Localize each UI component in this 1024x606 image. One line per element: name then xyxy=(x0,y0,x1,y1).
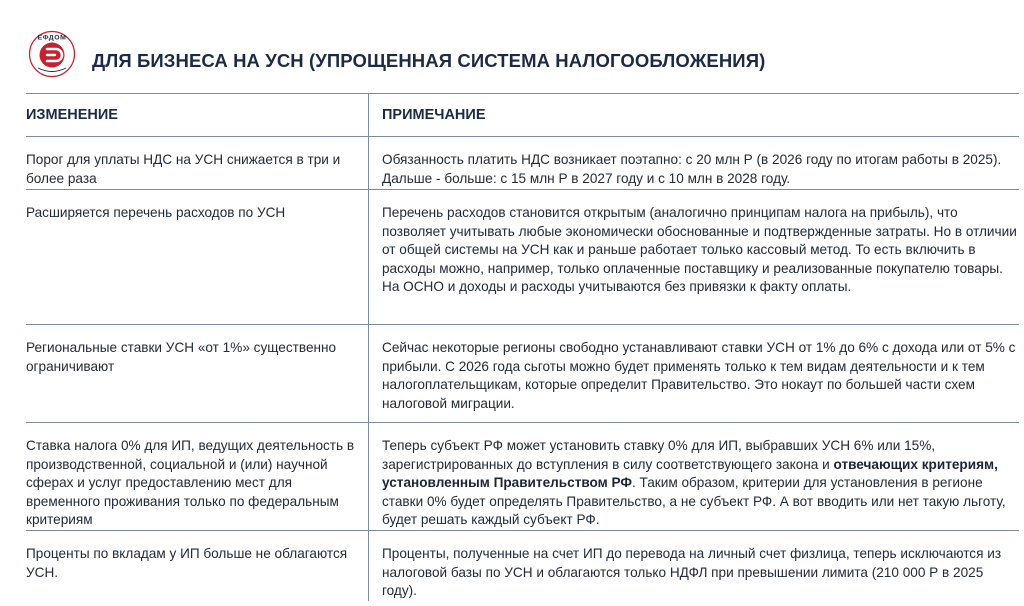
note-text-part: . Таким образом, критерии для установления в регионе ставки 0% будет определять Правительство, а не субъект РФ. А вот вводить или нет такую льготу, будет решать каждый субъект РФ. xyxy=(382,475,1006,528)
note-text: Проценты, полученные на счет ИП до перевода на личный счет физлица, теперь исключаются из налоговой базы по УСН и облагаются только НДФЛ при превышении лимита (210 000 Р в 2025 году). xyxy=(382,546,1002,599)
table-row xyxy=(26,137,1019,190)
note-text: Перечень расходов становится открытым (аналогично принципам налога на прибыль), что позволяет учитывать любые экономически обоснованные и подтвержденные затраты. Но в отличии от общей системы на УСН как и раньше работает только кассовый метод. То есть включить в расходы можно, например, только оплаченные поставщику и реализованные покупателю товары. На ОСНО и доходы и расходы учитываются без привязки к факту оплаты. xyxy=(382,205,1017,295)
note-text-part: Теперь субъект РФ может установить ставку 0% для ИП, выбравших УСН 6% или 15%, зарегистрированных до вступления в силу соответствующего закона и xyxy=(382,438,936,472)
note-cell xyxy=(369,423,1020,531)
note-cell xyxy=(369,190,1020,325)
company-logo-icon xyxy=(28,30,76,78)
note-cell xyxy=(369,531,1020,601)
change-cell xyxy=(26,137,369,190)
change-cell xyxy=(26,531,369,601)
note-cell xyxy=(369,137,1020,190)
table-row xyxy=(26,325,1019,423)
note-text: Сейчас некоторые регионы свободно устанавливают ставки УСН от 1% до 6% с дохода или от 5% с прибыли. С 2026 года сьготы можно будет применять только к тем видам деятельности и к тем налогоплательщикам, которые определит Правительство. Это нокаут по большей части схем налоговой миграции. xyxy=(382,340,1016,411)
table-row xyxy=(26,190,1019,325)
column-header-change: ИЗМЕНЕНИЕ xyxy=(26,94,369,137)
note-cell xyxy=(369,325,1020,423)
tax-changes-table xyxy=(26,93,1019,601)
table-header-row xyxy=(26,94,1019,137)
column-header-note: ПРИМЕЧАНИЕ xyxy=(369,94,1020,137)
change-text: Расширяется перечень расходов по УСН xyxy=(26,205,286,220)
change-cell xyxy=(26,423,369,531)
logo-text: ЕФДОМ xyxy=(37,34,67,42)
note-text xyxy=(382,423,1019,530)
table-row xyxy=(26,531,1019,601)
change-text: Проценты по вкладам у ИП больше не облагаются УСН. xyxy=(26,546,348,580)
note-text: Обязанность платить НДС возникает поэтапно: с 20 млн Р (в 2026 году по итогам работы в 2025). Дальше - больше: с 15 млн Р в 2027 году и с 10 млн в 2028 году. xyxy=(382,152,1002,186)
change-text: Порог для уплаты НДС на УСН снижается в три и более раза xyxy=(26,152,341,186)
change-cell xyxy=(26,190,369,325)
change-cell xyxy=(26,325,369,423)
table-row xyxy=(26,423,1019,531)
change-text: Региональные ставки УСН «от 1%» существенно ограничивают xyxy=(26,340,337,374)
note-text-bold: отвечающих критериям, установленным Правительством РФ xyxy=(382,456,998,491)
change-text: Ставка налога 0% для ИП, ведущих деятельность в производственной, социальной и (или) научной сферах и услуг предоставлению мест для временного проживания только по федеральным критериям xyxy=(26,438,355,528)
page-title: ДЛЯ БИЗНЕСА НА УСН (УПРОЩЕННАЯ СИСТЕМА НАЛОГООБЛОЖЕНИЯ) xyxy=(92,50,766,71)
